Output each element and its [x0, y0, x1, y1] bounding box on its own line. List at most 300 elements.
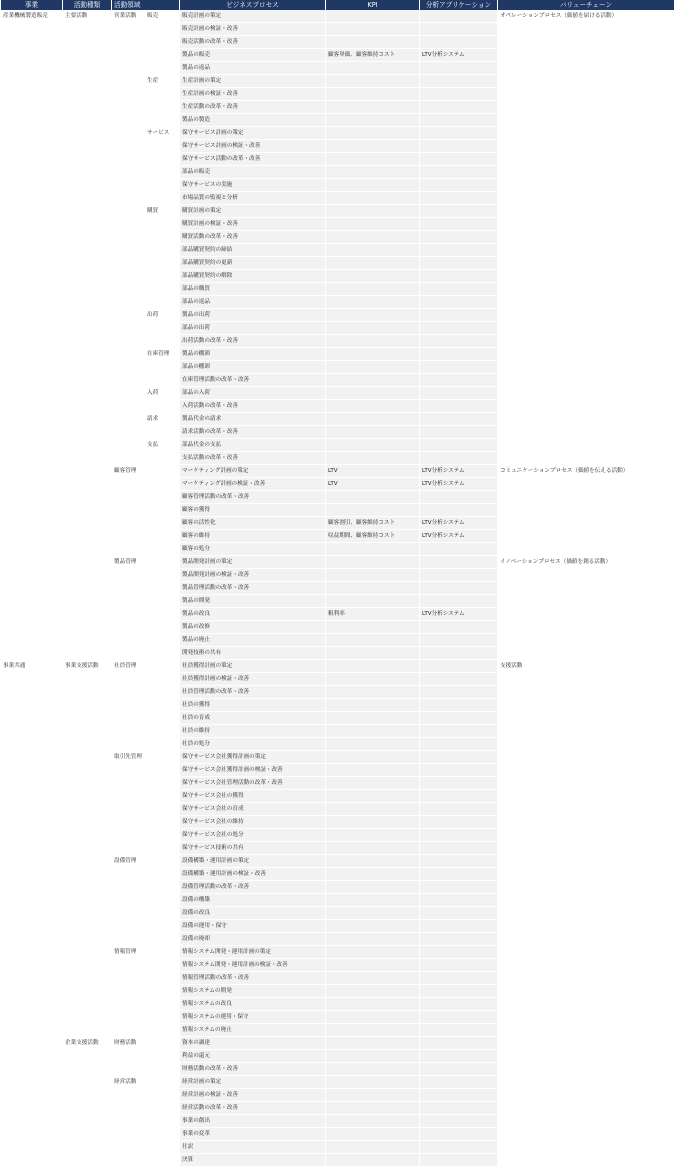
cell-sub-area — [145, 842, 180, 855]
table-row — [1, 478, 675, 491]
cell-business — [1, 62, 63, 75]
cell-kpi — [326, 686, 420, 699]
cell-business-process: 販売計画の検証・改善 — [180, 23, 326, 36]
cell-value-chain — [498, 439, 675, 452]
cell-activity-type — [63, 595, 112, 608]
cell-activity-area — [112, 62, 145, 75]
cell-sub-area — [145, 36, 180, 49]
cell-activity-area — [112, 673, 145, 686]
cell-analysis-app — [420, 504, 498, 517]
cell-sub-area — [145, 1128, 180, 1141]
cell-activity-area — [112, 1089, 145, 1102]
table-row — [1, 530, 675, 543]
cell-sub-area: 支払 — [145, 439, 180, 452]
table-row — [1, 868, 675, 881]
cell-activity-type — [63, 1063, 112, 1076]
cell-analysis-app — [420, 1063, 498, 1076]
cell-activity-type — [63, 101, 112, 114]
cell-sub-area — [145, 829, 180, 842]
cell-activity-type — [63, 946, 112, 959]
table-row — [1, 205, 675, 218]
cell-business-process: 社員の育成 — [180, 712, 326, 725]
cell-activity-type — [63, 556, 112, 569]
cell-activity-area — [112, 1063, 145, 1076]
cell-activity-area: 財務活動 — [112, 1037, 145, 1050]
cell-sub-area — [145, 374, 180, 387]
cell-activity-area — [112, 1141, 145, 1154]
cell-activity-type — [63, 842, 112, 855]
cell-analysis-app — [420, 413, 498, 426]
cell-kpi — [326, 218, 420, 231]
cell-business — [1, 1076, 63, 1089]
table-row — [1, 387, 675, 400]
cell-sub-area — [145, 569, 180, 582]
cell-activity-type — [63, 257, 112, 270]
table-row — [1, 36, 675, 49]
cell-business — [1, 959, 63, 972]
cell-kpi — [326, 1089, 420, 1102]
cell-analysis-app — [420, 595, 498, 608]
cell-value-chain — [498, 283, 675, 296]
cell-analysis-app — [420, 140, 498, 153]
cell-activity-area — [112, 699, 145, 712]
cell-activity-area — [112, 634, 145, 647]
cell-value-chain — [498, 790, 675, 803]
cell-sub-area — [145, 855, 180, 868]
cell-kpi: 顧客割引、顧客維持コスト — [326, 517, 420, 530]
cell-analysis-app — [420, 881, 498, 894]
cell-analysis-app — [420, 114, 498, 127]
cell-value-chain — [498, 1024, 675, 1037]
cell-kpi — [326, 985, 420, 998]
cell-kpi — [326, 803, 420, 816]
table-row — [1, 998, 675, 1011]
cell-sub-area — [145, 777, 180, 790]
cell-activity-area — [112, 686, 145, 699]
cell-sub-area — [145, 270, 180, 283]
cell-value-chain — [498, 517, 675, 530]
cell-activity-type — [63, 62, 112, 75]
cell-business-process: 保守サービス会社獲得計画の検証・改善 — [180, 764, 326, 777]
cell-sub-area — [145, 231, 180, 244]
cell-kpi — [326, 1024, 420, 1037]
cell-kpi — [326, 166, 420, 179]
cell-analysis-app — [420, 1011, 498, 1024]
table-row — [1, 348, 675, 361]
cell-sub-area — [145, 790, 180, 803]
cell-kpi — [326, 439, 420, 452]
cell-business-process: 情報システムの運用・保守 — [180, 1011, 326, 1024]
cell-activity-type — [63, 413, 112, 426]
cell-business-process: 部品の販売 — [180, 166, 326, 179]
cell-value-chain — [498, 972, 675, 985]
cell-business — [1, 582, 63, 595]
cell-sub-area — [145, 465, 180, 478]
cell-value-chain — [498, 933, 675, 946]
table-row — [1, 400, 675, 413]
cell-activity-type — [63, 1050, 112, 1063]
cell-value-chain — [498, 153, 675, 166]
table-row — [1, 621, 675, 634]
cell-analysis-app — [420, 660, 498, 673]
table-row — [1, 270, 675, 283]
header-activity-area: 活動領域 — [112, 0, 180, 10]
cell-activity-area — [112, 1050, 145, 1063]
table-row — [1, 556, 675, 569]
cell-business-process: 保守サービス会社管理活動の改革・改善 — [180, 777, 326, 790]
cell-sub-area — [145, 751, 180, 764]
cell-activity-area — [112, 426, 145, 439]
header-value-chain: バリューチェーン — [498, 0, 675, 10]
cell-sub-area — [145, 49, 180, 62]
cell-business — [1, 140, 63, 153]
table-row — [1, 595, 675, 608]
cell-value-chain — [498, 114, 675, 127]
table-body — [1, 10, 675, 1167]
cell-business — [1, 244, 63, 257]
cell-activity-area — [112, 179, 145, 192]
cell-sub-area — [145, 1011, 180, 1024]
cell-activity-type — [63, 738, 112, 751]
cell-value-chain — [498, 1141, 675, 1154]
cell-activity-area — [112, 257, 145, 270]
cell-activity-type — [63, 868, 112, 881]
cell-analysis-app — [420, 400, 498, 413]
cell-kpi — [326, 335, 420, 348]
cell-sub-area — [145, 62, 180, 75]
cell-sub-area — [145, 894, 180, 907]
cell-activity-type — [63, 686, 112, 699]
table-row — [1, 1154, 675, 1167]
cell-activity-area — [112, 621, 145, 634]
cell-kpi — [326, 1050, 420, 1063]
cell-activity-type — [63, 400, 112, 413]
cell-business — [1, 855, 63, 868]
cell-analysis-app — [420, 816, 498, 829]
table-row — [1, 959, 675, 972]
cell-activity-type — [63, 114, 112, 127]
cell-business-process: 製品の廃止 — [180, 634, 326, 647]
cell-value-chain — [498, 322, 675, 335]
cell-sub-area — [145, 517, 180, 530]
cell-activity-type — [63, 959, 112, 972]
cell-kpi: 収益期間、顧客維持コスト — [326, 530, 420, 543]
cell-analysis-app — [420, 23, 498, 36]
cell-activity-type — [63, 582, 112, 595]
cell-analysis-app — [420, 829, 498, 842]
cell-value-chain — [498, 699, 675, 712]
cell-kpi — [326, 725, 420, 738]
cell-kpi — [326, 309, 420, 322]
cell-activity-type — [63, 387, 112, 400]
cell-business-process: 部品購買契約の更新 — [180, 257, 326, 270]
table-row — [1, 62, 675, 75]
table-row — [1, 23, 675, 36]
cell-business — [1, 348, 63, 361]
table-row — [1, 75, 675, 88]
cell-business-process: マーケティング計画の策定 — [180, 465, 326, 478]
cell-analysis-app — [420, 62, 498, 75]
cell-kpi: LTV — [326, 465, 420, 478]
table-row — [1, 244, 675, 257]
table-row — [1, 101, 675, 114]
cell-business — [1, 75, 63, 88]
table-row — [1, 1102, 675, 1115]
cell-analysis-app — [420, 985, 498, 998]
cell-business-process: 情報システム開発・運用計画の策定 — [180, 946, 326, 959]
cell-activity-area: 社員管理 — [112, 660, 145, 673]
cell-sub-area — [145, 166, 180, 179]
cell-sub-area — [145, 686, 180, 699]
cell-kpi — [326, 452, 420, 465]
cell-analysis-app — [420, 803, 498, 816]
header-business-process: ビジネスプロセス — [180, 0, 326, 10]
cell-business — [1, 517, 63, 530]
cell-value-chain — [498, 686, 675, 699]
cell-analysis-app — [420, 725, 498, 738]
cell-business-process: 支払活動の改革・改善 — [180, 452, 326, 465]
cell-business-process: 設備構築・運用計画の検証・改善 — [180, 868, 326, 881]
cell-value-chain — [498, 36, 675, 49]
cell-activity-area — [112, 153, 145, 166]
cell-kpi — [326, 400, 420, 413]
cell-value-chain — [498, 1050, 675, 1063]
table-row — [1, 192, 675, 205]
cell-kpi — [326, 413, 420, 426]
cell-sub-area — [145, 998, 180, 1011]
cell-activity-area — [112, 49, 145, 62]
cell-business — [1, 296, 63, 309]
cell-sub-area — [145, 296, 180, 309]
cell-activity-type — [63, 1024, 112, 1037]
cell-value-chain — [498, 634, 675, 647]
cell-activity-area — [112, 725, 145, 738]
cell-value-chain — [498, 1076, 675, 1089]
cell-kpi — [326, 881, 420, 894]
cell-activity-type — [63, 205, 112, 218]
table-row — [1, 504, 675, 517]
cell-kpi — [326, 75, 420, 88]
cell-business — [1, 556, 63, 569]
cell-kpi — [326, 972, 420, 985]
cell-analysis-app — [420, 270, 498, 283]
cell-business-process: 入荷活動の改革・改善 — [180, 400, 326, 413]
cell-activity-type — [63, 491, 112, 504]
cell-kpi — [326, 569, 420, 582]
cell-activity-area — [112, 309, 145, 322]
cell-kpi — [326, 348, 420, 361]
cell-business — [1, 686, 63, 699]
cell-value-chain — [498, 127, 675, 140]
cell-sub-area — [145, 660, 180, 673]
table-row — [1, 894, 675, 907]
cell-analysis-app — [420, 218, 498, 231]
cell-value-chain — [498, 1011, 675, 1024]
cell-business — [1, 88, 63, 101]
cell-business-process: 事業の変革 — [180, 1128, 326, 1141]
cell-sub-area: サービス — [145, 127, 180, 140]
cell-kpi — [326, 1128, 420, 1141]
table-row — [1, 452, 675, 465]
table-row — [1, 933, 675, 946]
cell-analysis-app — [420, 751, 498, 764]
cell-activity-area — [112, 114, 145, 127]
cell-activity-type — [63, 140, 112, 153]
cell-activity-type — [63, 1154, 112, 1167]
table-row — [1, 140, 675, 153]
cell-activity-area — [112, 348, 145, 361]
cell-activity-area — [112, 530, 145, 543]
cell-analysis-app — [420, 959, 498, 972]
cell-kpi — [326, 1102, 420, 1115]
cell-sub-area — [145, 738, 180, 751]
cell-business — [1, 985, 63, 998]
table-row — [1, 907, 675, 920]
cell-business-process: 資本の調達 — [180, 1037, 326, 1050]
cell-kpi — [326, 712, 420, 725]
cell-value-chain — [498, 478, 675, 491]
cell-kpi — [326, 582, 420, 595]
cell-business — [1, 1115, 63, 1128]
table-row — [1, 10, 675, 23]
table-row — [1, 673, 675, 686]
cell-kpi — [326, 777, 420, 790]
cell-business — [1, 400, 63, 413]
cell-business — [1, 751, 63, 764]
cell-business — [1, 23, 63, 36]
cell-business-process: 経営活動の改革・改善 — [180, 1102, 326, 1115]
cell-sub-area — [145, 426, 180, 439]
cell-analysis-app — [420, 972, 498, 985]
cell-sub-area — [145, 1089, 180, 1102]
cell-activity-area — [112, 127, 145, 140]
cell-sub-area — [145, 257, 180, 270]
cell-kpi — [326, 933, 420, 946]
cell-activity-type — [63, 504, 112, 517]
cell-value-chain: 支援活動 — [498, 660, 675, 673]
cell-activity-type — [63, 985, 112, 998]
cell-value-chain — [498, 23, 675, 36]
cell-value-chain: イノベーションプロセス（価値を創る活動） — [498, 556, 675, 569]
cell-activity-type — [63, 127, 112, 140]
cell-activity-area — [112, 400, 145, 413]
cell-value-chain — [498, 673, 675, 686]
cell-value-chain — [498, 907, 675, 920]
table-row — [1, 491, 675, 504]
cell-kpi — [326, 1037, 420, 1050]
cell-activity-area: 経営活動 — [112, 1076, 145, 1089]
table-row — [1, 361, 675, 374]
cell-business — [1, 920, 63, 933]
cell-analysis-app — [420, 101, 498, 114]
cell-analysis-app — [420, 1115, 498, 1128]
cell-sub-area — [145, 140, 180, 153]
table-row — [1, 1089, 675, 1102]
cell-business-process: 保守サービス会社の維持 — [180, 816, 326, 829]
cell-business-process: 製品の出荷 — [180, 309, 326, 322]
cell-activity-type — [63, 725, 112, 738]
cell-business-process: 顧客管理活動の改革・改善 — [180, 491, 326, 504]
cell-sub-area — [145, 907, 180, 920]
cell-activity-area: 製品管理 — [112, 556, 145, 569]
cell-analysis-app — [420, 712, 498, 725]
cell-activity-type — [63, 803, 112, 816]
cell-value-chain — [498, 400, 675, 413]
table-row — [1, 335, 675, 348]
cell-activity-type — [63, 166, 112, 179]
cell-sub-area — [145, 556, 180, 569]
cell-kpi — [326, 868, 420, 881]
cell-sub-area — [145, 491, 180, 504]
cell-value-chain — [498, 751, 675, 764]
table-row — [1, 257, 675, 270]
cell-kpi — [326, 114, 420, 127]
cell-business — [1, 972, 63, 985]
cell-activity-type — [63, 296, 112, 309]
cell-analysis-app — [420, 673, 498, 686]
cell-business — [1, 530, 63, 543]
table-row — [1, 881, 675, 894]
cell-kpi — [326, 374, 420, 387]
cell-sub-area — [145, 179, 180, 192]
cell-business — [1, 634, 63, 647]
cell-business — [1, 946, 63, 959]
cell-kpi: 顧客単価、顧客維持コスト — [326, 49, 420, 62]
cell-sub-area — [145, 946, 180, 959]
cell-business — [1, 283, 63, 296]
cell-value-chain — [498, 803, 675, 816]
cell-activity-area — [112, 608, 145, 621]
cell-business-process: 設備の改良 — [180, 907, 326, 920]
cell-activity-area — [112, 868, 145, 881]
cell-activity-area — [112, 270, 145, 283]
cell-value-chain — [498, 387, 675, 400]
cell-business-process: 情報システムの廃止 — [180, 1024, 326, 1037]
cell-business — [1, 1063, 63, 1076]
cell-business-process: 設備の構築 — [180, 894, 326, 907]
cell-activity-type — [63, 1115, 112, 1128]
cell-analysis-app — [420, 348, 498, 361]
cell-activity-area — [112, 998, 145, 1011]
table-row — [1, 127, 675, 140]
cell-sub-area — [145, 1024, 180, 1037]
cell-business — [1, 504, 63, 517]
cell-kpi — [326, 88, 420, 101]
cell-sub-area — [145, 218, 180, 231]
cell-value-chain — [498, 621, 675, 634]
cell-sub-area — [145, 985, 180, 998]
cell-analysis-app — [420, 1076, 498, 1089]
cell-business-process: 部品の出荷 — [180, 322, 326, 335]
cell-business — [1, 374, 63, 387]
cell-analysis-app — [420, 1141, 498, 1154]
table-row — [1, 634, 675, 647]
cell-activity-type — [63, 1128, 112, 1141]
cell-business — [1, 569, 63, 582]
cell-activity-type — [63, 439, 112, 452]
cell-business — [1, 1141, 63, 1154]
cell-value-chain — [498, 101, 675, 114]
cell-analysis-app — [420, 36, 498, 49]
cell-activity-type — [63, 634, 112, 647]
cell-value-chain — [498, 192, 675, 205]
cell-analysis-app — [420, 946, 498, 959]
cell-activity-area — [112, 23, 145, 36]
cell-sub-area — [145, 153, 180, 166]
cell-analysis-app — [420, 998, 498, 1011]
cell-kpi — [326, 751, 420, 764]
cell-kpi — [326, 192, 420, 205]
